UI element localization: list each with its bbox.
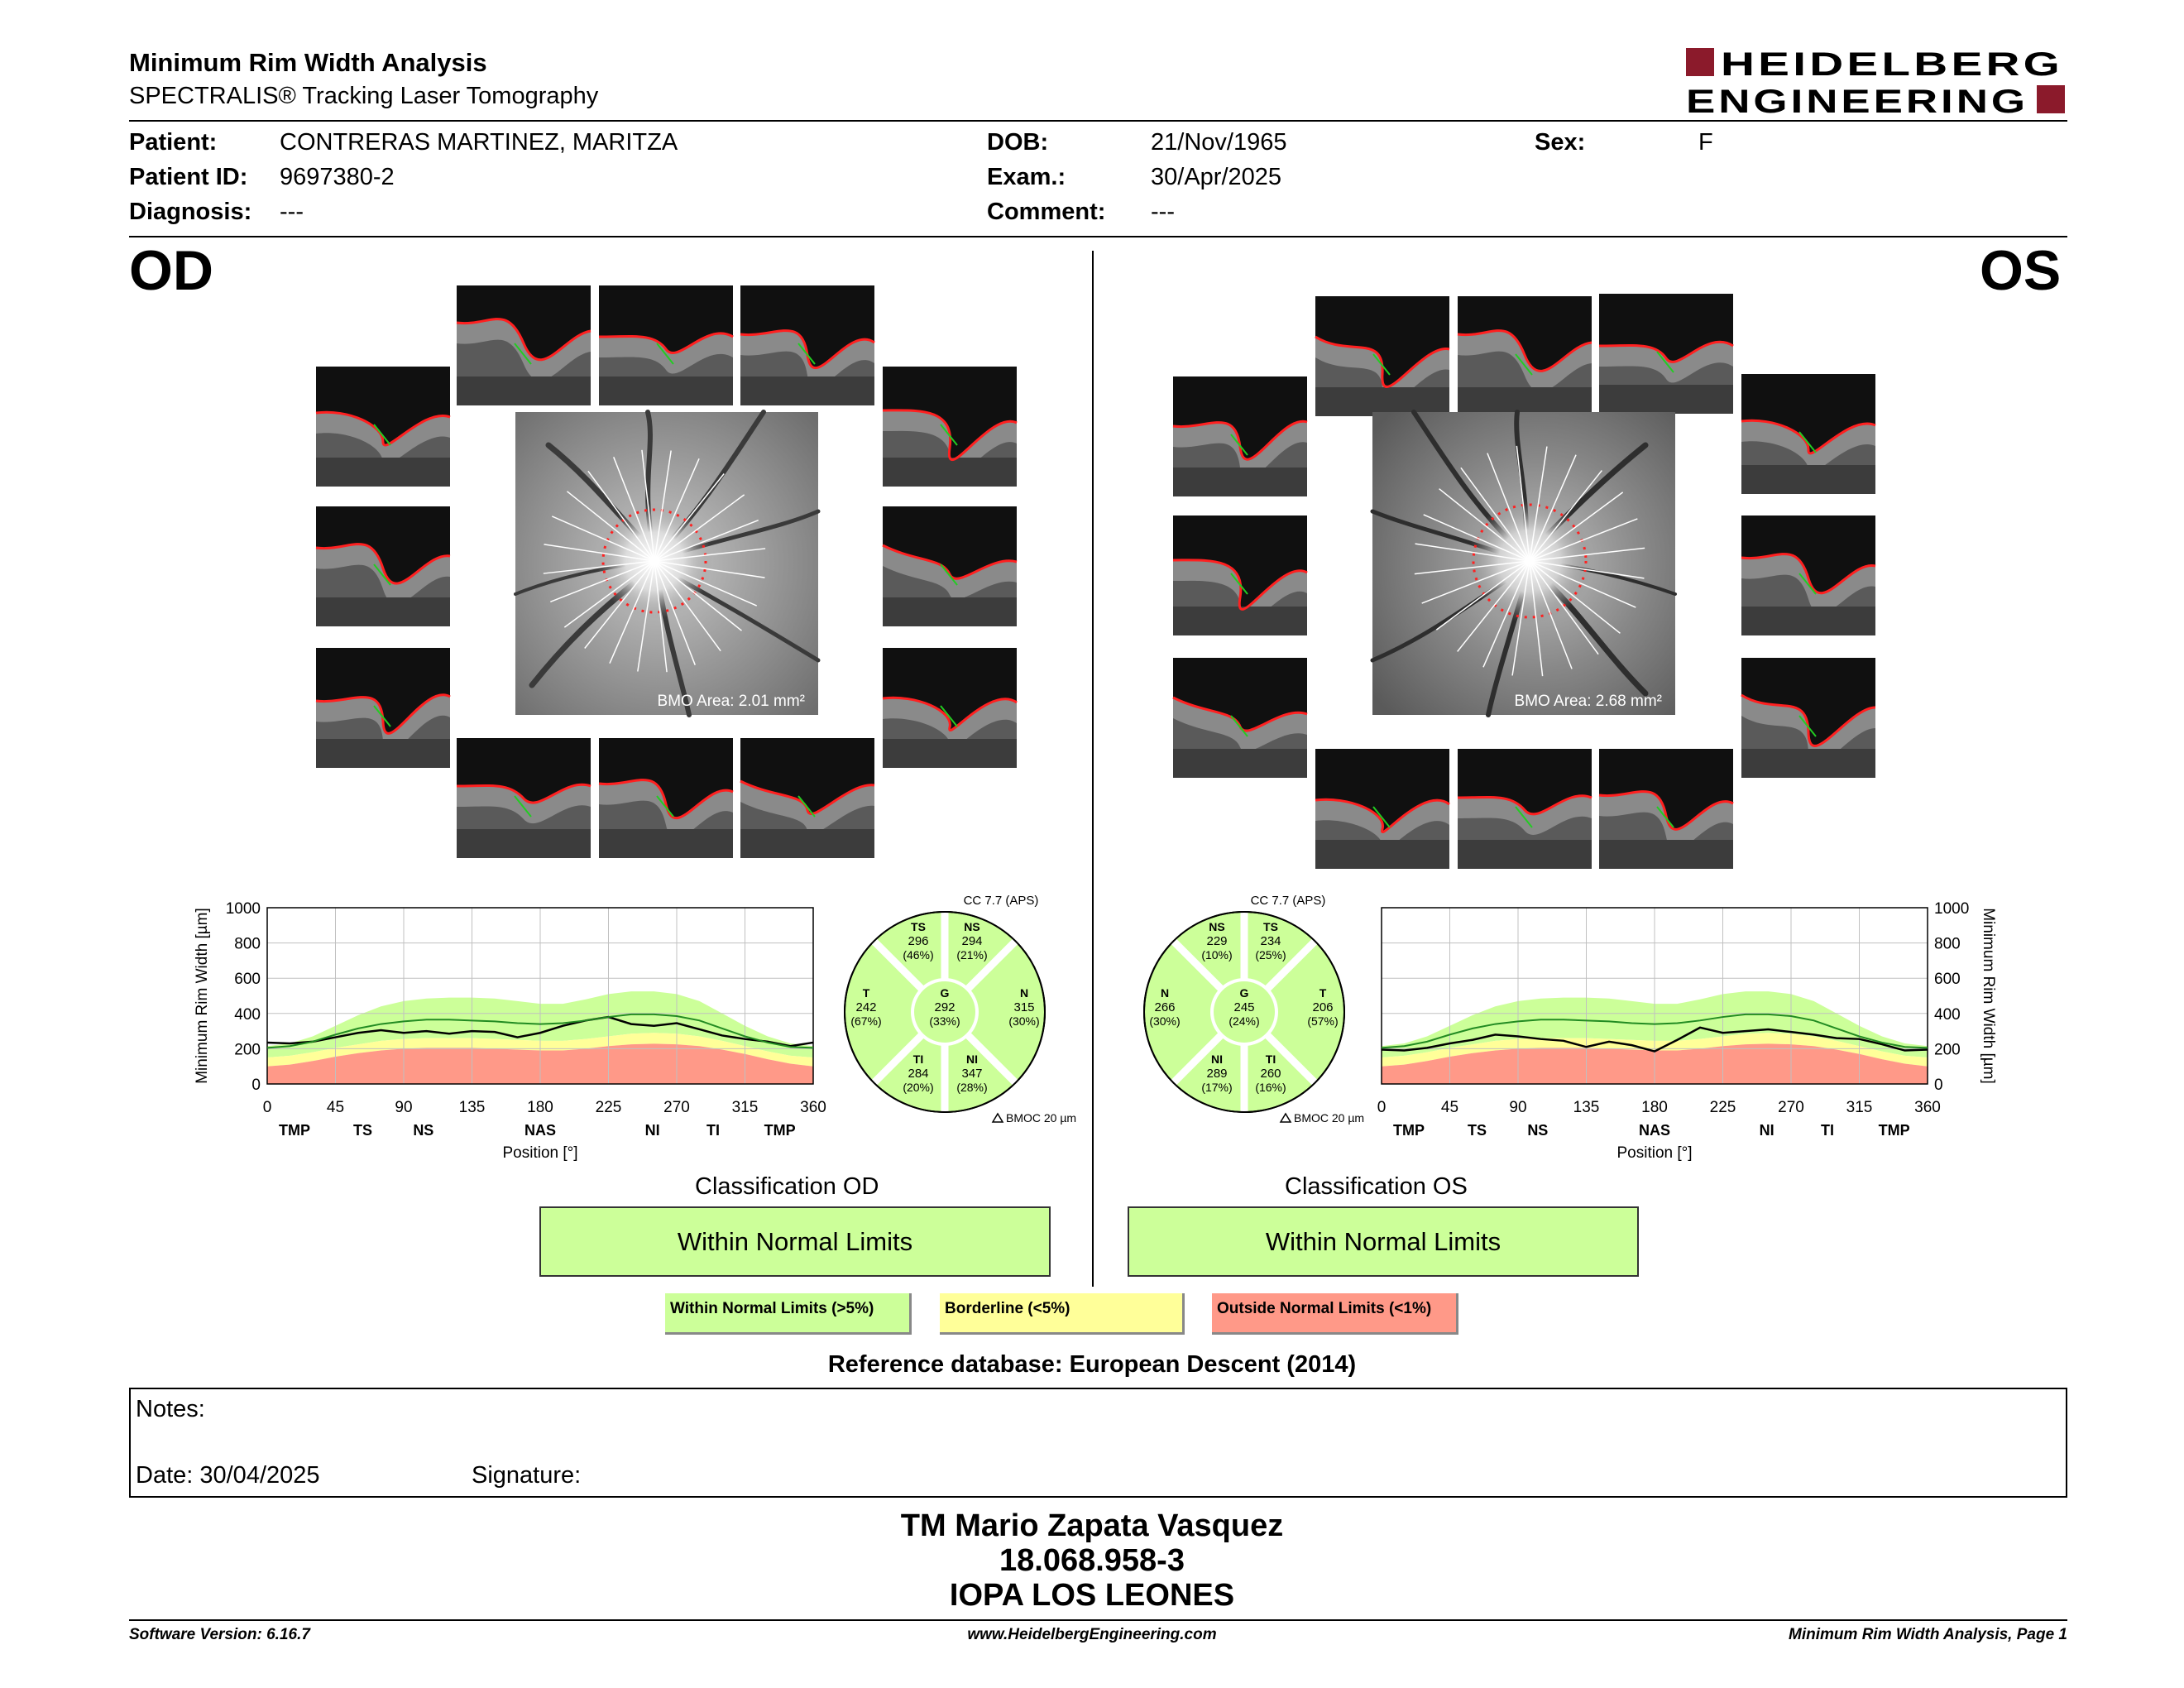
y-tick-label: 1000 [1934,900,1970,918]
sector-axis-label: NI [644,1122,660,1139]
exam-date: 30/Apr/2025 [1151,164,1282,190]
notes-label: Notes: [136,1396,205,1422]
cc-label: CC 7.7 (APS) [963,894,1039,908]
sector-value: 315 [1013,1000,1035,1014]
os-fundus-drawing [1372,412,1675,715]
dob-label: DOB: [987,129,1049,156]
sector-axis-label: NAS [1638,1122,1671,1139]
sector-value: 296 [908,934,929,948]
oct-scan-thumbnail [599,738,733,858]
oct-scan-thumbnail [883,367,1017,487]
sector-axis-label: NS [1527,1122,1549,1139]
x-tick-label: 315 [731,1099,759,1116]
os-sector-diagram [1135,890,1367,1125]
sector-percentile: (24%) [1228,1014,1260,1028]
oct-scan-thumbnail [1741,374,1875,494]
logo-square-bottom [2037,85,2065,113]
signer-name: TM Mario Zapata Vasquez [900,1508,1284,1543]
y-tick-label: 800 [234,935,261,953]
oct-scan-thumbnail [883,506,1017,626]
sector-value: 292 [934,1000,956,1014]
sector-percentile: (25%) [1255,948,1286,961]
x-tick-label: 90 [395,1099,413,1116]
od-fundus-image [515,412,818,715]
od-sector-diagram [836,890,1077,1125]
cc-label: CC 7.7 (APS) [1250,894,1326,908]
x-tick-label: 0 [262,1099,272,1116]
sex-label: Sex: [1535,129,1586,156]
x-axis-label: Position [°] [1616,1144,1693,1162]
sector-value: 284 [908,1067,929,1081]
logo-line-2: ENGINEERING [1686,84,2028,120]
website-link[interactable]: www.HeidelbergEngineering.com [967,1626,1217,1643]
oct-scan-thumbnail [1315,749,1449,869]
x-axis-label: Position [°] [502,1144,578,1162]
sector-name: G [1239,986,1249,1000]
x-tick-label: 225 [595,1099,622,1116]
exam-label: Exam.: [987,164,1066,190]
x-tick-label: 315 [1846,1099,1873,1116]
sector-axis-label: NI [1759,1122,1774,1139]
sector-axis-label: TI [706,1122,720,1139]
x-tick-label: 135 [1573,1099,1600,1116]
od-fundus-drawing [515,412,818,715]
sector-percentile: (21%) [956,948,988,961]
dob: 21/Nov/1965 [1151,129,1287,156]
sector-name: TI [1265,1053,1276,1066]
sector-axis-label: NS [413,1122,434,1139]
signer-id: 18.068.958-3 [999,1543,1185,1578]
patient-name: CONTRERAS MARTINEZ, MARITZA [280,129,678,156]
oct-scan-thumbnail [457,285,591,405]
os-fundus-image [1372,412,1675,715]
sector-percentile: (67%) [850,1014,882,1028]
bmoc-label: BMOC 20 µm [1006,1111,1077,1125]
header-rule [129,120,2067,122]
patient-id-label: Patient ID: [129,164,248,190]
sector-percentile: (28%) [956,1081,988,1094]
oct-scan-thumbnail [1599,749,1733,869]
sector-axis-label: NAS [524,1122,557,1139]
oct-scan-thumbnail [1458,296,1592,416]
comment: --- [1151,199,1175,225]
logo-square-top [1686,48,1714,76]
y-tick-label: 0 [251,1077,261,1094]
comment-label: Comment: [987,199,1106,225]
eye-divider [1092,251,1094,1287]
oct-scan-thumbnail [316,648,450,768]
signer-place: IOPA LOS LEONES [949,1578,1235,1613]
oct-scan-thumbnail [1741,516,1875,635]
od-classification-box: Within Normal Limits [539,1206,1051,1277]
legend-borderline: Borderline (<5%) [940,1293,1185,1335]
sector-value: 206 [1312,1000,1334,1014]
sector-name: TS [911,920,926,933]
os-label: OS [1980,239,2062,302]
y-tick-label: 200 [234,1041,261,1059]
y-tick-label: 400 [1934,1005,1961,1024]
sector-axis-label: TMP [1878,1122,1910,1139]
sector-axis-label: TS [1467,1122,1487,1139]
y-tick-label: 400 [234,1005,261,1024]
sector-name: NI [966,1053,978,1066]
x-tick-label: 225 [1709,1099,1736,1116]
legend-normal: Within Normal Limits (>5%) [665,1293,912,1335]
x-tick-label: 135 [458,1099,486,1116]
sector-name: G [940,986,950,1000]
software-version: Software Version: 6.16.7 [129,1626,310,1643]
bmoc-label: BMOC 20 µm [1294,1111,1365,1125]
sector-axis-label: TI [1821,1122,1834,1139]
sector-name: N [1019,986,1029,1000]
sector-name: T [1319,986,1327,1000]
sector-name: N [1160,986,1170,1000]
oct-scan-thumbnail [740,738,874,858]
oct-scan-thumbnail [1315,296,1449,416]
page-label: Minimum Rim Width Analysis, Page 1 [1789,1626,2067,1643]
os-classification-title: Classification OS [1285,1173,1468,1200]
x-tick-label: 180 [527,1099,553,1116]
y-tick-label: 600 [234,971,261,989]
sector-value: 234 [1260,934,1281,948]
sector-percentile: (30%) [1008,1014,1040,1028]
x-tick-label: 360 [800,1099,826,1116]
x-tick-label: 270 [663,1099,690,1116]
sector-axis-label: TMP [764,1122,796,1139]
y-tick-label: 600 [1934,971,1961,989]
sector-percentile: (10%) [1201,948,1233,961]
oct-scan-thumbnail [1458,749,1592,869]
os-mrw-chart [1373,898,2002,1175]
x-tick-label: 0 [1377,1099,1387,1116]
y-tick-label: 200 [1934,1041,1961,1059]
sector-percentile: (20%) [903,1081,934,1094]
report-subtitle: SPECTRALIS® Tracking Laser Tomography [129,83,599,109]
heidelberg-logo [1686,46,2065,120]
delta-icon [993,1114,1003,1122]
y-axis-label: Minimum Rim Width [µm] [1980,908,1997,1084]
sector-value: 242 [855,1000,877,1014]
x-tick-label: 90 [1509,1099,1527,1116]
notes-box [129,1388,2067,1498]
sector-value: 347 [961,1067,983,1081]
os-classification-box: Within Normal Limits [1128,1206,1639,1277]
sector-percentile: (30%) [1149,1014,1181,1028]
oct-scan-thumbnail [1173,658,1307,778]
x-tick-label: 45 [1440,1099,1459,1116]
oct-scan-thumbnail [599,285,733,405]
sector-axis-label: TMP [279,1122,310,1139]
patient-id: 9697380-2 [280,164,395,190]
sector-percentile: (16%) [1255,1081,1286,1094]
diagnosis-label: Diagnosis: [129,199,252,225]
y-tick-label: 1000 [225,900,261,918]
od-mrw-chart [189,898,826,1175]
x-tick-label: 180 [1641,1099,1668,1116]
oct-scan-thumbnail [1173,376,1307,496]
sector-value: 294 [961,934,983,948]
oct-scan-thumbnail [740,285,874,405]
reference-database: Reference database: European Descent (2014) [827,1351,1357,1378]
sector-percentile: (57%) [1307,1014,1339,1028]
od-label: OD [129,239,213,302]
sector-value: 266 [1154,1000,1176,1014]
oct-scan-thumbnail [883,648,1017,768]
logo-line-1: HEIDELBERG [1721,46,2063,83]
legend-outside: Outside Normal Limits (<1%) [1212,1293,1458,1335]
diagnosis: --- [280,199,304,225]
sector-value: 229 [1206,934,1228,948]
sector-percentile: (17%) [1201,1081,1233,1094]
signature-label: Signature: [472,1462,582,1489]
sector-name: NS [964,920,980,933]
od-bmo-area: BMO Area: 2.01 mm² [657,693,805,710]
oct-scan-thumbnail [316,367,450,487]
sector-percentile: (33%) [929,1014,960,1028]
sector-name: NI [1211,1053,1223,1066]
sex: F [1698,129,1713,156]
sector-value: 245 [1233,1000,1255,1014]
sector-name: TS [1263,920,1278,933]
y-axis-label: Minimum Rim Width [µm] [194,908,211,1084]
sector-name: NS [1209,920,1225,933]
x-tick-label: 360 [1914,1099,1941,1116]
y-tick-label: 800 [1934,935,1961,953]
footer-rule [129,1619,2067,1621]
sector-axis-label: TS [352,1122,373,1139]
od-classification-title: Classification OD [695,1173,879,1200]
sector-percentile: (46%) [903,948,934,961]
sector-axis-label: TMP [1393,1122,1425,1139]
oct-scan-thumbnail [1173,516,1307,635]
x-tick-label: 45 [326,1099,345,1116]
sector-value: 289 [1206,1067,1228,1081]
oct-scan-thumbnail [1741,658,1875,778]
patient-label: Patient: [129,129,218,156]
notes-date: Date: 30/04/2025 [136,1462,320,1489]
y-tick-label: 0 [1934,1077,1943,1094]
delta-icon [1281,1114,1291,1122]
x-tick-label: 270 [1778,1099,1804,1116]
sector-value: 260 [1260,1067,1281,1081]
report-title: Minimum Rim Width Analysis [129,48,487,77]
oct-scan-thumbnail [316,506,450,626]
oct-scan-thumbnail [457,738,591,858]
os-bmo-area: BMO Area: 2.68 mm² [1514,693,1662,710]
oct-scan-thumbnail [1599,294,1733,414]
sector-name: T [862,986,870,1000]
info-rule [129,236,2067,237]
sector-name: TI [912,1053,924,1066]
